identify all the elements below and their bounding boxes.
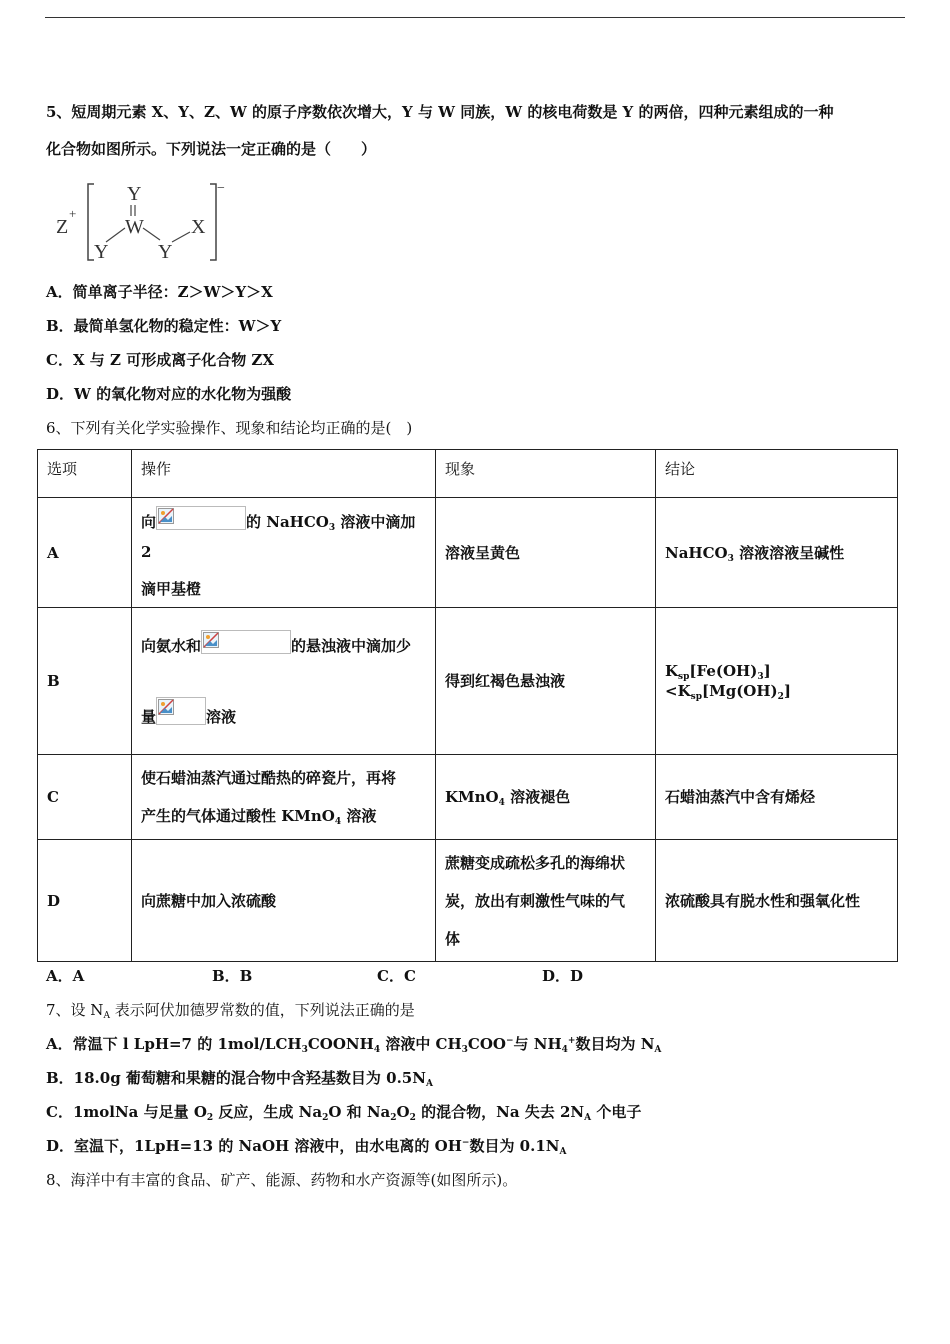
- q7-option-d: D．室温下，1LpH=13 的 NaOH 溶液中，由水电离的 OH−数目为 $0.1N_A$: [46, 1137, 567, 1157]
- row-c-phenomenon: KMnO$_4$ 溶液褪色: [436, 755, 656, 840]
- row-c-option: C: [38, 755, 132, 840]
- row-a-phenomenon: 溶液呈黄色: [436, 498, 656, 608]
- row-a-conclusion: NaHCO$_3$ 溶液溶液呈碱性: [656, 498, 898, 608]
- row-d-conclusion: 浓硫酸具有脱水性和强氧化性: [656, 840, 898, 962]
- table-header-row: [38, 450, 898, 498]
- row-c-operation: 使石蜡油蒸汽通过酷热的碎瓷片，再将 产生的气体通过酸性 KMnO$_4$ 溶液: [132, 755, 436, 840]
- q6-answer-a: A．A: [46, 967, 85, 985]
- row-b-option: B: [38, 608, 132, 755]
- diagram-bottom-atom: Y: [158, 241, 173, 263]
- diagram-anion-charge: −: [217, 181, 225, 196]
- row-b-operation: 向氨水和 的悬浊液中滴加少 量 溶液: [132, 608, 436, 755]
- row-a-operation: 向 的 NaHCO$_3$ 溶液中滴加 2 滴甲基橙: [132, 498, 436, 608]
- table-row-d: [38, 840, 898, 962]
- header-operation: 操作: [132, 450, 436, 498]
- table-row-c: [38, 755, 898, 840]
- header-option: 选项: [38, 450, 132, 498]
- q6-answer-d: D．D: [542, 967, 584, 985]
- row-d-option: D: [38, 840, 132, 962]
- diagram-center-atom: W: [125, 216, 144, 238]
- table-row-a: [38, 498, 898, 608]
- q7-option-a: A．常温下 l LpH=7 的 $1mol/LCH_3COONH_4$ 溶液中 $CH_3COO^-$与 $NH_4^+$数目均为 $N_A$: [46, 1035, 662, 1055]
- row-b-phenomenon: 得到红褐色悬浊液: [436, 608, 656, 755]
- q5-option-a: A．简单离子半径：Z＞W＞Y＞X: [46, 283, 273, 301]
- row-d-phenomenon: 蔗糖变成疏松多孔的海绵状 炭，放出有刺激性气味的气 体: [436, 840, 656, 962]
- q7-stem: 7、设 $N_A$ 表示阿伏加德罗常数的值，下列说法正确的是: [46, 1001, 415, 1021]
- row-d-operation: 向蔗糖中加入浓硫酸: [132, 840, 436, 962]
- diagram-cation: Z: [56, 216, 69, 238]
- broken-image-icon: [201, 630, 291, 654]
- right-bracket: [210, 184, 216, 260]
- row-b-conclusion: $K_{sp}[Fe(OH)_3]<K_{sp}[Mg(OH)_2]$: [656, 608, 898, 755]
- q5-structure-diagram: [50, 178, 230, 266]
- table-row-b: [38, 608, 898, 755]
- q7-option-c: C．1molNa 与足量 $O_2$ 反应，生成 $Na_2O$ 和 $Na_2O_2$ 的混合物，Na 失去 $2N_A$ 个电子: [46, 1103, 642, 1123]
- broken-image-icon: [156, 697, 206, 725]
- header-phenomenon: 现象: [436, 450, 656, 498]
- diagram-top-atom: Y: [127, 183, 142, 205]
- row-c-conclusion: 石蜡油蒸汽中含有烯烃: [656, 755, 898, 840]
- q5-option-c: C．X 与 Z 可形成离子化合物 ZX: [46, 351, 275, 369]
- q5-option-b: B．最简单氢化物的稳定性：W＞Y: [46, 317, 282, 335]
- q8-stem: 8、海洋中有丰富的食品、矿产、能源、药物和水产资源等(如图所示)。: [46, 1171, 518, 1189]
- diagram-left-atom: Y: [94, 241, 109, 263]
- broken-image-icon: [156, 506, 246, 530]
- q7-option-b: B．18.0g 葡萄糖和果糖的混合物中含羟基数目为 $0.5N_A$: [46, 1069, 433, 1089]
- q6-stem: 6、下列有关化学实验操作、现象和结论均正确的是( ): [46, 419, 413, 437]
- header-rule: [45, 17, 905, 18]
- q6-answer-c: C．C: [377, 967, 416, 985]
- q5-stem-line1: 5、短周期元素 X、Y、Z、W 的原子序数依次增大，Y 与 W 同族，W 的核电荷数是 Y 的两倍，四种元素组成的一种: [46, 103, 834, 121]
- header-conclusion: 结论: [656, 450, 898, 498]
- diagram-cation-charge: +: [69, 206, 77, 221]
- diagram-right-atom: X: [191, 216, 206, 238]
- q6-answer-b: B．B: [212, 967, 253, 985]
- row-a-option: A: [38, 498, 132, 608]
- q5-stem-line2: 化合物如图所示。下列说法一定正确的是（ ）: [46, 140, 377, 158]
- q6-table: [37, 449, 898, 962]
- q5-option-d: D．W 的氧化物对应的水化物为强酸: [46, 385, 292, 403]
